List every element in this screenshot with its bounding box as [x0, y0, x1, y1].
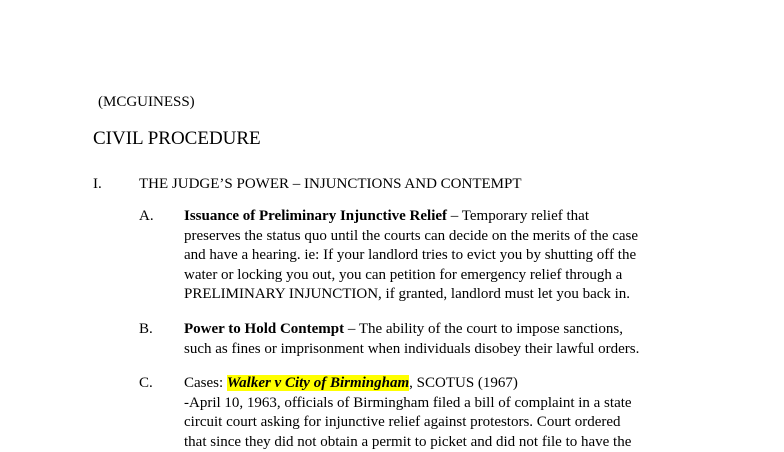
item-b-line-1 — [184, 320, 704, 340]
author-note: (MCGUINESS) — [98, 93, 195, 111]
item-b-text: – The ability of the court to impose sanctions, — [344, 321, 623, 337]
item-c-prefix: Cases: — [184, 375, 227, 391]
section-heading: THE JUDGE’S POWER – INJUNCTIONS AND CONTEMPT — [139, 175, 522, 193]
item-b-line-2: such as fines or imprisonment when individuals disobey their lawful orders. — [184, 340, 704, 360]
item-a-line-2: preserves the status quo until the courts can decide on the merits of the case — [184, 227, 704, 247]
item-a-line-4: water or locking you out, you can petition for emergency relief through a — [184, 266, 704, 286]
item-c-line-3: circuit court asking for injunctive relief against protestors. Court ordered — [184, 413, 704, 433]
item-letter-a: A. — [139, 207, 154, 227]
item-b-term: Power to Hold Contempt — [184, 321, 344, 337]
item-a-text: – Temporary relief that — [447, 208, 589, 224]
item-b-body — [184, 320, 704, 359]
item-c-line-2: -April 10, 1963, officials of Birmingham filed a bill of complaint in a state — [184, 394, 704, 414]
section-number: I. — [93, 175, 102, 193]
item-c-line-4: that since they did not obtain a permit to picket and did not file to have the — [184, 433, 704, 452]
item-a-line-5: PRELIMINARY INJUNCTION, if granted, landlord must let you back in. — [184, 285, 704, 305]
item-letter-b: B. — [139, 320, 153, 340]
case-name-highlight: Walker v City of Birmingham — [227, 375, 409, 391]
item-c-body — [184, 374, 704, 452]
item-c-line-1 — [184, 374, 704, 394]
document-title: CIVIL PROCEDURE — [93, 128, 261, 150]
item-a-term: Issuance of Preliminary Injunctive Relief — [184, 208, 447, 224]
item-a-line-1 — [184, 207, 704, 227]
item-a-body — [184, 207, 704, 305]
item-a-line-3: and have a hearing. ie: If your landlord tries to evict you by shutting off the — [184, 246, 704, 266]
item-c-suffix: , SCOTUS (1967) — [409, 375, 518, 391]
item-letter-c: C. — [139, 374, 153, 394]
